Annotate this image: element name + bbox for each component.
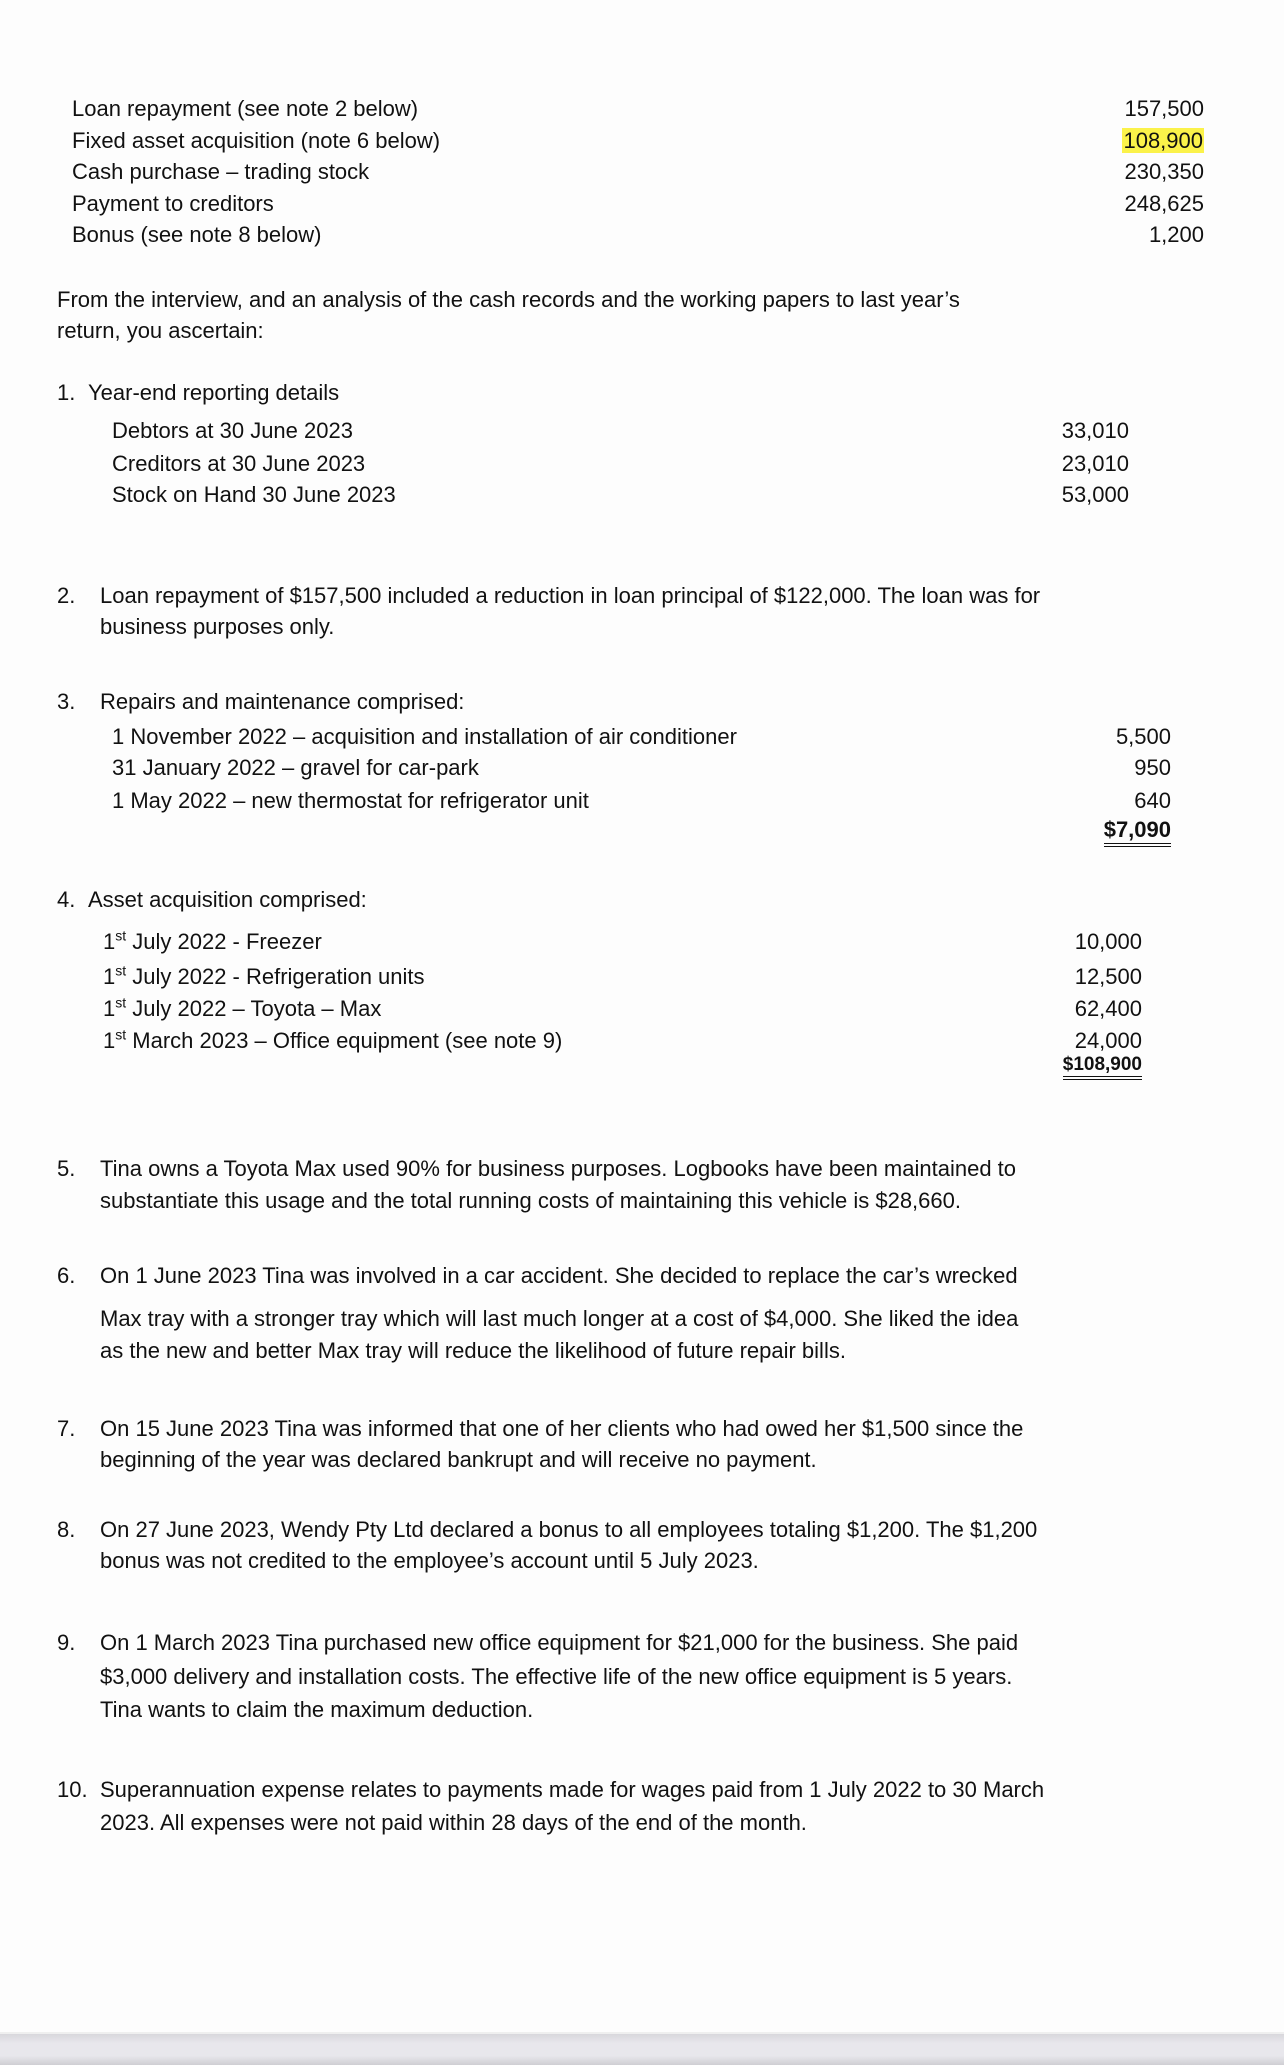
payment-amount: 248,625 (1124, 191, 1204, 216)
item-label: Debtors at 30 June 2023 (112, 418, 353, 443)
note-number: 9. (57, 1630, 76, 1655)
note-line: On 1 March 2023 Tina purchased new office equipment for $21,000 for the business. She paid (100, 1630, 1019, 1655)
note-line: substantiate this usage and the total running costs of maintaining this vehicle is $28,660. (100, 1188, 961, 1213)
note-line: Max tray with a stronger tray which will last much longer at a cost of $4,000. She liked the idea (100, 1306, 1019, 1331)
item-label: 1st March 2023 – Office equipment (see note 9) (103, 1026, 563, 1053)
note-number: 4. (57, 887, 76, 912)
item-label: 1 May 2022 – new thermostat for refrigerator unit (112, 788, 589, 813)
item-label: 1st July 2022 - Refrigeration units (103, 962, 425, 989)
item-label: 1 November 2022 – acquisition and installation of air conditioner (112, 724, 737, 749)
payment-label: Fixed asset acquisition (note 6 below) (72, 128, 441, 153)
note-number: 7. (57, 1416, 76, 1441)
item-amount: 62,400 (1074, 996, 1142, 1021)
payment-amount-highlighted: 108,900 (1123, 128, 1203, 153)
item-amount: 10,000 (1074, 929, 1142, 954)
item-amount: 53,000 (1061, 482, 1129, 507)
note-line: Tina owns a Toyota Max used 90% for business purposes. Logbooks have been maintained to (100, 1156, 1017, 1181)
item-amount: 640 (1134, 788, 1171, 813)
payment-amount: 230,350 (1124, 159, 1204, 184)
payment-amount: 1,200 (1148, 222, 1204, 247)
item-amount: 12,500 (1074, 964, 1142, 989)
payment-label: Loan repayment (see note 2 below) (72, 96, 419, 121)
item-amount: 24,000 (1074, 1028, 1142, 1053)
note-line: Tina wants to claim the maximum deduction. (100, 1697, 534, 1722)
note-number: 8. (57, 1517, 76, 1542)
note-title: Asset acquisition comprised: (88, 887, 367, 912)
note-number: 6. (57, 1263, 76, 1288)
item-label: Stock on Hand 30 June 2023 (112, 482, 396, 507)
item-label: 31 January 2022 – gravel for car-park (112, 755, 479, 780)
payment-label: Payment to creditors (72, 191, 274, 216)
bottom-toolbar (0, 2032, 1284, 2065)
note-line: beginning of the year was declared bankrupt and will receive no payment. (100, 1447, 817, 1472)
payment-label: Cash purchase – trading stock (72, 159, 370, 184)
item-label: 1st July 2022 – Toyota – Max (103, 994, 382, 1021)
item-amount: 33,010 (1061, 418, 1129, 443)
item-amount: 5,500 (1115, 724, 1171, 749)
item-amount: 950 (1134, 755, 1171, 780)
item-amount: 23,010 (1061, 451, 1129, 476)
total-amount: $108,900 (1063, 1054, 1142, 1080)
total-amount: $7,090 (1104, 817, 1171, 847)
note-line: On 15 June 2023 Tina was informed that one of her clients who had owed her $1,500 since the (100, 1416, 1024, 1441)
intro-line: From the interview, and an analysis of the cash records and the working papers to last year’s (57, 287, 960, 312)
note-number: 1. (57, 380, 76, 405)
payment-amount: 157,500 (1124, 96, 1204, 121)
note-number: 3. (57, 689, 76, 714)
note-line: On 1 June 2023 Tina was involved in a car accident. She decided to replace the car’s wrecked (100, 1263, 1018, 1288)
payment-label: Bonus (see note 8 below) (72, 222, 322, 247)
note-number: 2. (57, 583, 76, 608)
note-line: business purposes only. (100, 614, 335, 639)
intro-line: return, you ascertain: (57, 318, 264, 343)
note-number: 5. (57, 1156, 76, 1181)
note-title: Year-end reporting details (88, 380, 340, 405)
note-line: Loan repayment of $157,500 included a reduction in loan principal of $122,000. The loan was for (100, 583, 1041, 608)
note-line: as the new and better Max tray will reduce the likelihood of future repair bills. (100, 1338, 846, 1363)
item-label: 1st July 2022 - Freezer (103, 927, 322, 954)
item-label: Creditors at 30 June 2023 (112, 451, 366, 476)
note-line: bonus was not credited to the employee’s account until 5 July 2023. (100, 1548, 759, 1573)
note-number: 10. (57, 1777, 88, 1802)
note-line: On 27 June 2023, Wendy Pty Ltd declared a bonus to all employees totaling $1,200. The $1,200 (100, 1517, 1038, 1542)
note-line: Superannuation expense relates to payments made for wages paid from 1 July 2022 to 30 March (100, 1777, 1045, 1802)
note-line: 2023. All expenses were not paid within 28 days of the end of the month. (100, 1810, 807, 1835)
note-line: $3,000 delivery and installation costs. The effective life of the new office equipment is 5 years. (100, 1664, 1013, 1689)
note-title: Repairs and maintenance comprised: (100, 689, 465, 714)
